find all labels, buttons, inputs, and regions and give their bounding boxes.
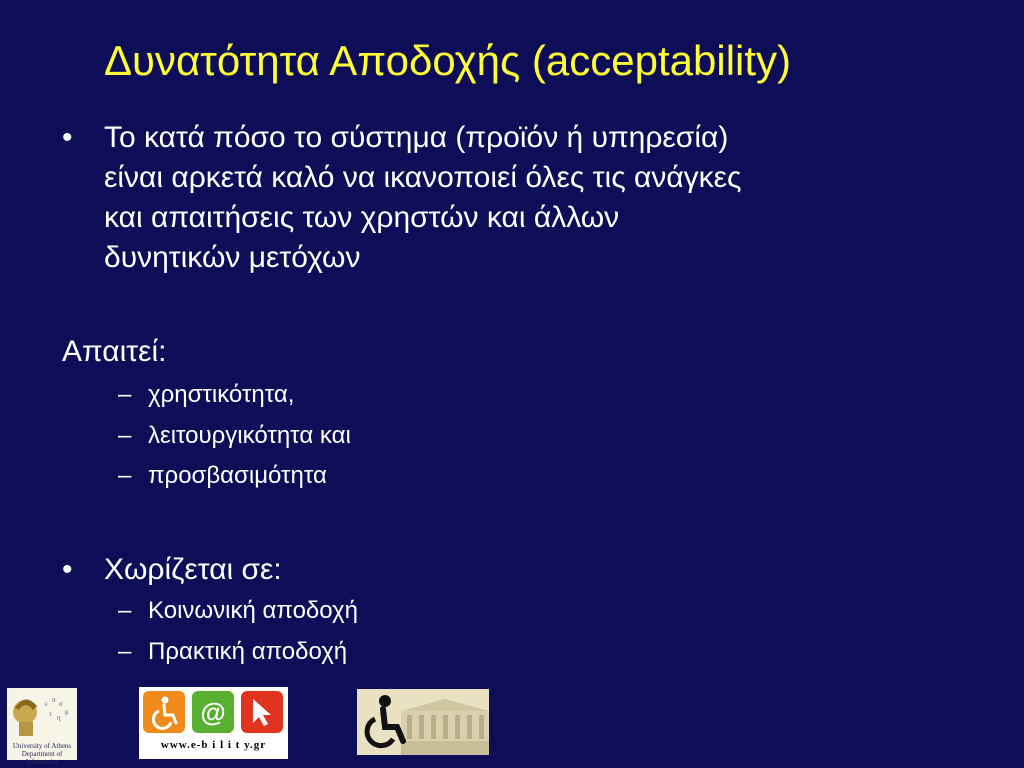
- athens-caption: [9, 742, 75, 766]
- athena-head-icon: [7, 688, 77, 742]
- requires-item-functionality: λειτουργικότητα και: [148, 422, 351, 449]
- bullet-1-line-3: και απαιτήσεις των χρηστών και άλλων: [104, 201, 620, 234]
- dash-marker: –: [118, 638, 132, 665]
- bullet-2-item-practical: Πρακτική αποδοχή: [148, 638, 348, 665]
- requires-item-usability: χρηστικότητα,: [148, 381, 295, 408]
- at-sign-icon: [192, 691, 234, 733]
- requires-heading: Απαιτεί:: [62, 335, 167, 368]
- slide-title: Δυνατότητα Αποδοχής (acceptability): [104, 37, 792, 84]
- bullet-1-line-2: είναι αρκετά καλό να ικανοποιεί όλες τις ανάγκες: [104, 161, 742, 194]
- svg-text:τ: τ: [49, 710, 52, 718]
- dash-marker: –: [118, 381, 132, 408]
- svg-text:@: @: [200, 697, 226, 727]
- wheelchair-icon: [143, 691, 185, 733]
- svg-text:μ: μ: [65, 708, 69, 716]
- bullet-marker: •: [62, 553, 73, 586]
- dash-marker: –: [118, 462, 132, 489]
- dash-marker: –: [118, 597, 132, 624]
- accessibility-building-logo: [357, 689, 489, 755]
- athens-caption-line-2: Department of Informatics: [21, 750, 63, 766]
- svg-text:ε: ε: [45, 700, 48, 708]
- dash-marker: –: [118, 422, 132, 449]
- wheelchair-icon: [361, 693, 411, 753]
- ebility-logo: [139, 687, 288, 759]
- svg-text:η: η: [57, 714, 61, 722]
- bullet-2-text: Χωρίζεται σε:: [104, 553, 282, 586]
- bullet-marker: •: [62, 121, 73, 154]
- bullet-1-line-1: Το κατά πόσο το σύστημα (προϊόν ή υπηρεσία): [104, 121, 729, 154]
- svg-text:π: π: [52, 696, 56, 704]
- bullet-2-item-social: Κοινωνική αποδοχή: [148, 597, 358, 624]
- cursor-arrow-icon: [241, 691, 283, 733]
- athens-caption-line-1: University of Athens: [12, 742, 72, 750]
- ebility-url: www.e-b i l i t y.gr: [160, 739, 267, 751]
- university-of-athens-logo: [7, 688, 77, 766]
- requires-item-accessibility: προσβασιμότητα: [148, 462, 327, 489]
- svg-text:σ: σ: [59, 700, 63, 708]
- bullet-1-line-4: δυνητικών μετόχων: [104, 241, 361, 274]
